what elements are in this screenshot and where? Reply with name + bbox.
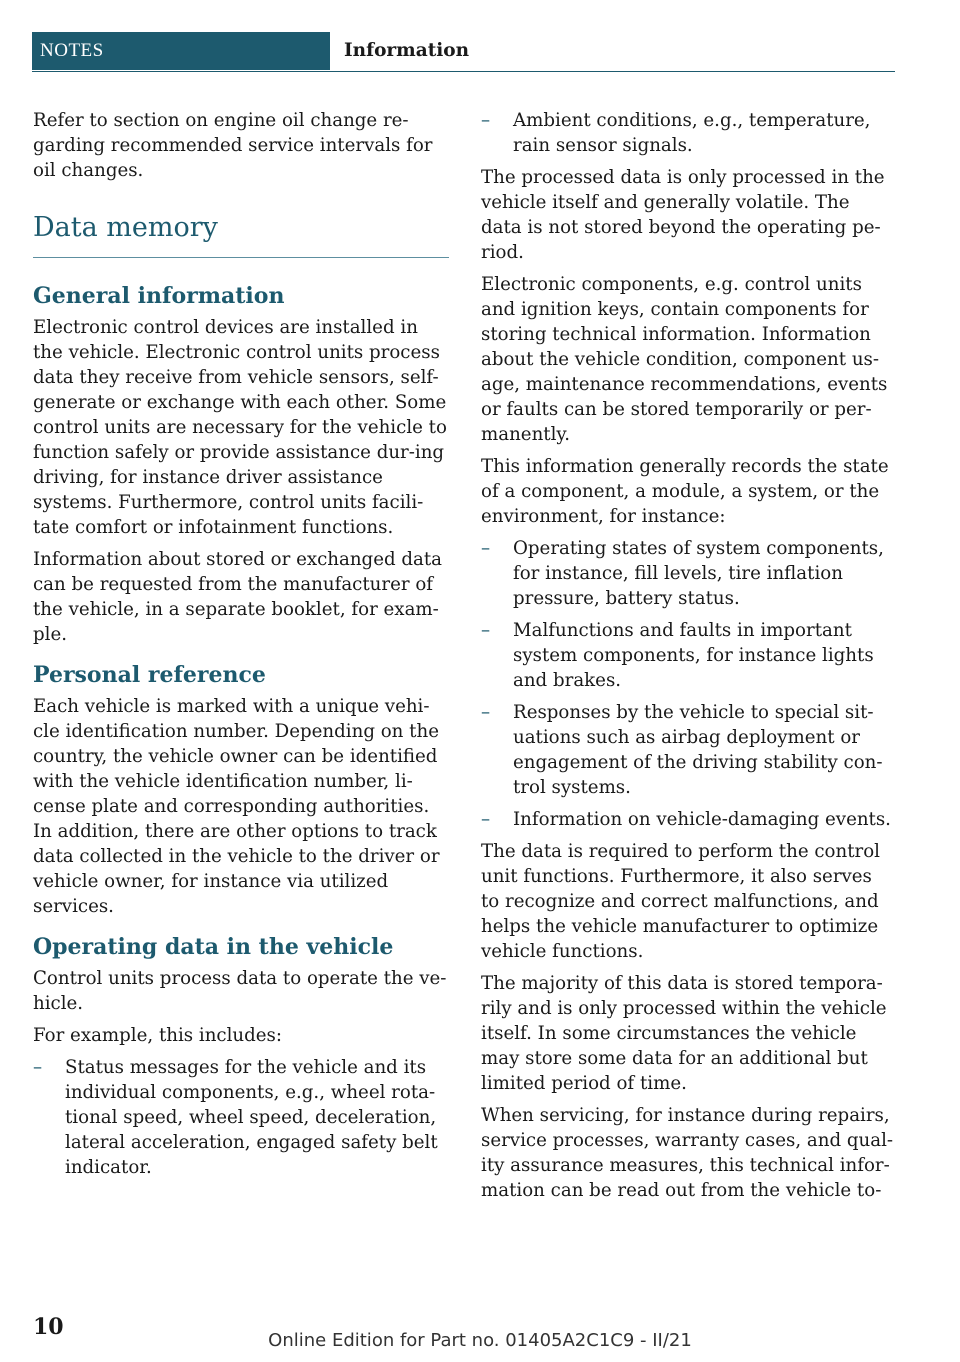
list-item: – Information on vehicle-damaging events. — [481, 807, 895, 832]
heading-data-memory: Data memory — [33, 211, 449, 258]
heading-operating-data: Operating data in the vehicle — [33, 934, 394, 960]
paragraph: Information about stored or exchanged data can be requested from the manufacturer of the vehicle, in a separate booklet, for exam-ple. — [33, 549, 443, 645]
paragraph: The majority of this data is stored tempora-rily and is only processed within the vehicle itself. In some circumstances the vehicle may store some data for an additional but limited period of time. — [481, 973, 887, 1094]
list-item: – Malfunctions and faults in important system components, for instance lights and brakes. — [481, 618, 895, 693]
right-column — [481, 108, 895, 1210]
heading-personal-reference: Personal reference — [33, 662, 266, 688]
paragraph: The data is required to perform the control unit functions. Furthermore, it also serves to recognize and correct malfunctions, and helps the vehicle manufacturer to optimize vehicle functions. — [481, 841, 880, 962]
left-column — [33, 108, 449, 1187]
paragraph: This information generally records the state of a component, a module, a system, or the environment, for instance: — [481, 456, 889, 527]
page-number: 10 — [33, 1314, 64, 1340]
paragraph: When servicing, for instance during repairs, service processes, warranty cases, and qual-ity assurance measures, this technical infor-mation can be read out from the vehicle to- — [481, 1105, 894, 1201]
intro-paragraph: Refer to section on engine oil change re-garding recommended service intervals for oil changes. — [33, 110, 433, 181]
paragraph: For example, this includes: — [33, 1025, 283, 1046]
paragraph: Electronic components, e.g. control units and ignition keys, contain components for storing technical information. Information about the vehicle condition, component us-age, maintenance recommendations, events or faults can be stored temporarily or per-manently. — [481, 274, 888, 445]
bullet-list — [481, 536, 895, 832]
list-item: – Ambient conditions, e.g., temperature, rain sensor signals. — [481, 108, 895, 158]
bullet-list — [481, 108, 895, 158]
chapter-tag: NOTES — [32, 32, 330, 70]
paragraph: Control units process data to operate the ve-hicle. — [33, 968, 447, 1014]
edition-line: Online Edition for Part no. 01405A2C1C9 - II/21 — [268, 1330, 692, 1351]
list-item: – Status messages for the vehicle and its individual components, e.g., wheel rota-tional speed, wheel speed, deceleration, lateral acceleration, engaged safety belt indicator. — [33, 1055, 449, 1180]
bullet-list — [33, 1055, 449, 1180]
section-title: Information — [344, 40, 470, 61]
page-header — [32, 32, 895, 72]
list-item: – Responses by the vehicle to special sit-uations such as airbag deployment or engagement of the driving stability con-trol systems. — [481, 700, 895, 800]
paragraph: The processed data is only processed in the vehicle itself and generally volatile. The data is not stored beyond the operating pe-riod. — [481, 167, 885, 263]
list-item: – Operating states of system components, for instance, fill levels, tire inflation pressure, battery status. — [481, 536, 895, 611]
paragraph: Each vehicle is marked with a unique vehi-cle identification number. Depending on the country, the vehicle owner can be identified with the vehicle identification number, li-cense plate and corresponding authorities. In addition, there are other options to track data collected in the vehicle to the driver or vehicle owner, for instance via utilized services. — [33, 696, 440, 917]
heading-general-information: General information — [33, 283, 285, 309]
paragraph: Electronic control devices are installed in the vehicle. Electronic control units process data they receive from vehicle sensors, self-generate or exchange with each other. Some control units are necessary for the vehicle to function safely or provide assistance dur-ing driving, for instance driver assistance systems. Furthermore, control units facili-tate comfort or infotainment functions. — [33, 317, 447, 538]
